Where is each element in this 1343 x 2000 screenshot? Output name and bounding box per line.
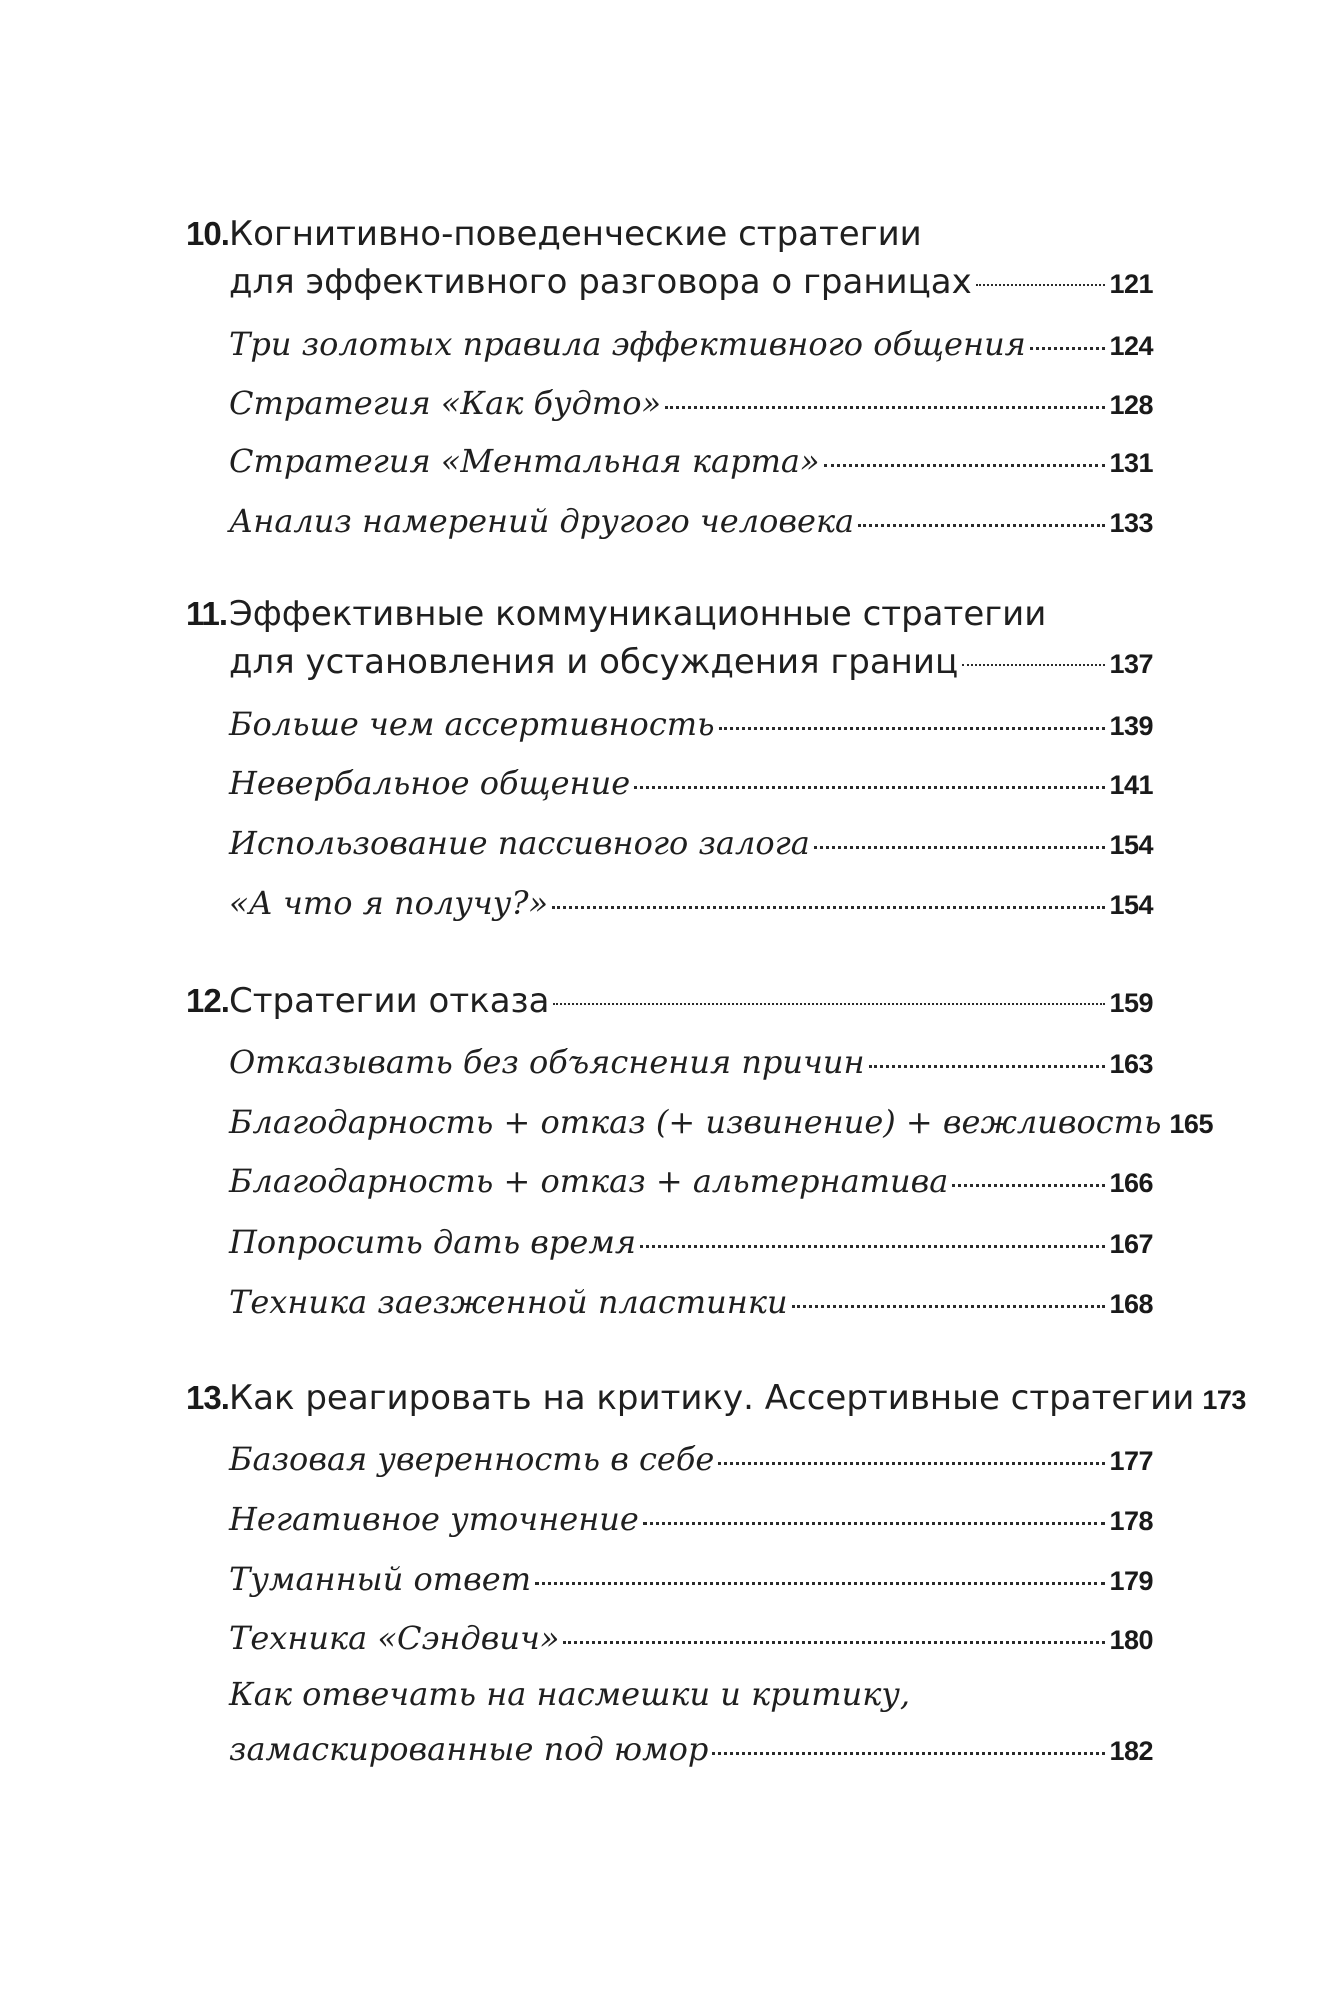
toc-entry-section[interactable] — [229, 1437, 1153, 1481]
toc-entry-section[interactable] — [229, 1220, 1153, 1264]
toc-entry-section[interactable] — [229, 322, 1153, 366]
dot-leader — [665, 406, 1105, 409]
page-number: 154 — [1109, 890, 1153, 920]
page-number: 173 — [1202, 1385, 1246, 1415]
section-title: Отказывать без объяснения причин — [229, 1043, 865, 1081]
page-number: 167 — [1109, 1229, 1153, 1259]
dot-leader — [634, 786, 1105, 789]
dot-leader — [952, 1184, 1105, 1187]
chapter-title-line: для эффективного разговора о границах — [229, 262, 972, 302]
section-title: Базовая уверенность в себе — [229, 1440, 715, 1478]
page-number: 166 — [1109, 1168, 1153, 1198]
page-number: 121 — [1109, 269, 1153, 299]
section-title-line: замаскированные под юмор — [229, 1730, 709, 1768]
toc-entry-section[interactable] — [229, 1616, 1153, 1660]
section-title: Техника заезженной пластинки — [229, 1283, 788, 1321]
chapter-title-line: Стратегии отказа — [229, 981, 550, 1021]
chapter-number: 13. — [186, 1379, 229, 1416]
section-title: Туманный ответ — [229, 1560, 532, 1598]
page-number: 124 — [1109, 331, 1153, 361]
toc-entry-section[interactable] — [229, 702, 1153, 746]
dot-leader — [552, 906, 1105, 909]
dot-leader — [824, 464, 1106, 467]
section-title: Техника «Сэндвич» — [229, 1619, 560, 1657]
page-number: 163 — [1109, 1049, 1153, 1079]
chapter-number: 12. — [186, 982, 229, 1019]
toc-entry-section[interactable] — [229, 761, 1153, 805]
page-number: 180 — [1109, 1625, 1153, 1655]
page-number: 177 — [1109, 1446, 1153, 1476]
dot-leader — [712, 1752, 1105, 1755]
dot-leader — [962, 664, 1105, 666]
dot-leader — [535, 1582, 1105, 1585]
toc-entry-section[interactable] — [229, 1727, 1153, 1771]
dot-leader — [643, 1522, 1106, 1525]
page-number: 178 — [1109, 1506, 1153, 1536]
toc-entry-section[interactable] — [229, 1040, 1153, 1084]
chapter-title-line: Как реагировать на критику. Ассертивные стратегии — [229, 1378, 1195, 1418]
toc-entry-section[interactable] — [229, 439, 1153, 483]
chapter-title-line: Эффективные коммуникационные стратегии — [229, 594, 1047, 634]
section-title: Анализ намерений другого человека — [229, 502, 855, 540]
toc-entry-chapter[interactable] — [229, 979, 1153, 1023]
page-number: 133 — [1109, 508, 1153, 538]
dot-leader — [814, 846, 1106, 849]
page-number: 141 — [1109, 770, 1153, 800]
section-title-line: Как отвечать на насмешки и критику, — [229, 1675, 911, 1713]
toc-entry-section[interactable] — [229, 881, 1153, 925]
chapter-title-line: для установления и обсуждения границ — [229, 642, 959, 682]
dot-leader — [976, 284, 1106, 286]
chapter-number: 11. — [186, 595, 228, 632]
section-title: Попросить дать время — [229, 1223, 637, 1261]
section-title: Невербальное общение — [229, 764, 631, 802]
section-title: Стратегия «Ментальная карта» — [229, 442, 820, 480]
section-title: Благодарность + отказ + альтернатива — [229, 1162, 949, 1200]
toc-entry-chapter[interactable] — [229, 640, 1153, 684]
dot-leader — [858, 524, 1105, 527]
toc-entry-section[interactable] — [229, 821, 1153, 865]
page-number: 131 — [1109, 448, 1153, 478]
section-title: Больше чем ассертивность — [229, 705, 715, 743]
page-number: 168 — [1109, 1289, 1153, 1319]
toc-entry-section[interactable] — [229, 1497, 1153, 1541]
dot-leader — [1030, 347, 1106, 350]
page-number: 165 — [1169, 1109, 1213, 1139]
section-title: Три золотых правила эффективного общения — [229, 325, 1026, 363]
section-title: Использование пассивного залога — [229, 824, 810, 862]
toc-entry-section[interactable] — [229, 499, 1153, 543]
section-title: Благодарность + отказ (+ извинение) + вежливость — [229, 1103, 1162, 1141]
section-title: «А что я получу?» — [229, 884, 549, 922]
toc-entry-section[interactable] — [229, 1280, 1153, 1324]
page-number: 182 — [1109, 1736, 1153, 1766]
page-number: 159 — [1109, 988, 1153, 1018]
toc-entry-section[interactable] — [229, 1557, 1153, 1601]
toc-entry-section[interactable] — [229, 1100, 1213, 1144]
toc-entry-chapter[interactable] — [229, 260, 1153, 304]
dot-leader — [553, 1003, 1105, 1005]
dot-leader — [640, 1245, 1105, 1248]
dot-leader — [563, 1641, 1105, 1644]
page-number: 137 — [1109, 649, 1153, 679]
page-number: 179 — [1109, 1566, 1153, 1596]
toc-entry-section[interactable] — [229, 381, 1153, 425]
dot-leader — [718, 1462, 1105, 1465]
dot-leader — [792, 1305, 1106, 1308]
page-number: 154 — [1109, 830, 1153, 860]
dot-leader — [869, 1065, 1106, 1068]
toc-entry-chapter[interactable] — [229, 1376, 1246, 1420]
dot-leader — [719, 727, 1106, 730]
chapter-number: 10. — [186, 215, 229, 252]
chapter-title-line: Когнитивно-поведенческие стратегии — [229, 214, 922, 254]
section-title: Негативное уточнение — [229, 1500, 639, 1538]
toc-entry-section[interactable] — [229, 1159, 1153, 1203]
section-title: Стратегия «Как будто» — [229, 384, 662, 422]
page-number: 139 — [1109, 711, 1153, 741]
page-number: 128 — [1109, 390, 1153, 420]
